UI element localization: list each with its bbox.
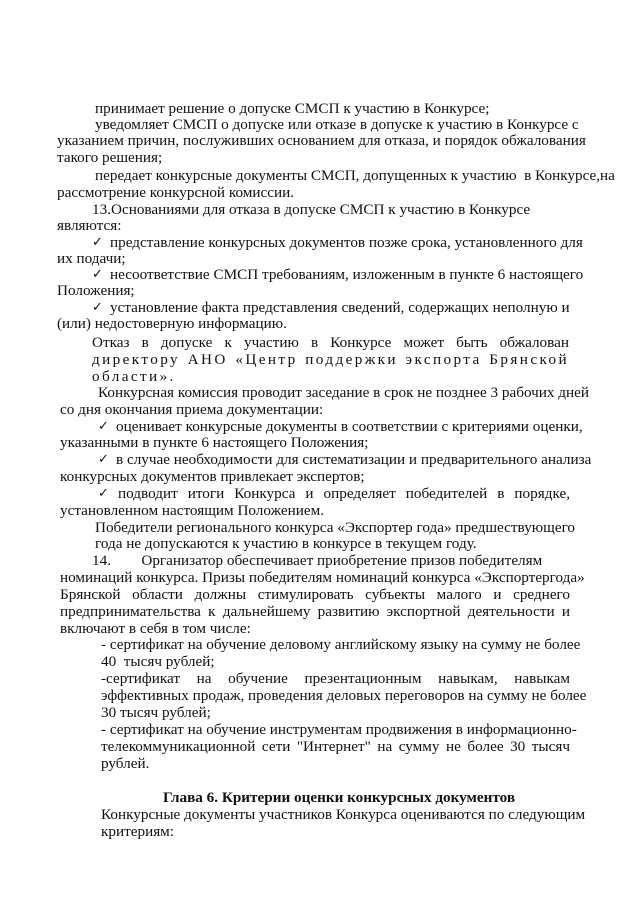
text-line: включают в себя в том числе:	[60, 620, 251, 637]
text-line: (или) недостоверную информацию.	[57, 315, 287, 332]
text-line: Отказ в допуске к участию в Конкурсе может быть обжалован	[92, 334, 569, 351]
text-line: Положения;	[57, 282, 135, 299]
text-line: конкурсных документов привлекает экспертов;	[60, 468, 365, 485]
text-line: указанием причин, послуживших основанием для отказа, и порядок обжалования	[57, 132, 586, 149]
text-line: Конкурсные документы участников Конкурса оцениваются по следующим	[101, 806, 586, 823]
text-line: предпринимательства к дальнейшему развитию экспортной деятельности и	[60, 603, 570, 620]
text-line: 40 тысяч рублей;	[101, 653, 215, 670]
text-line: -сертификат на обучение презентационным навыкам, навыкам	[101, 670, 570, 687]
text-line: телекоммуникационной сети "Интернет" на сумму не более 30 тысяч	[101, 738, 570, 755]
text-line: критериям:	[101, 823, 175, 840]
text-line: Конкурсная комиссия проводит заседание в срок не позднее 3 рабочих дней	[98, 384, 590, 401]
text-line: 30 тысяч рублей;	[101, 704, 211, 721]
text-line: представление конкурсных документов позже срока, установленного для	[110, 234, 583, 251]
text-line: в случае необходимости для систематизации и предварительного анализа	[116, 451, 592, 468]
text-line: со дня окончания приема документации:	[60, 401, 324, 418]
text-line: принимает решение о допуске СМСП к участию в Конкурсе;	[95, 100, 490, 117]
checkmark-icon: ✓	[98, 486, 109, 501]
text-line: года не допускаются к участию в конкурсе в текущем году.	[95, 535, 477, 552]
text-line: уведомляет СМСП о допуске или отказе в допуске к участию в Конкурсе с	[95, 116, 579, 133]
text-line: установленном настоящим Положением.	[60, 502, 325, 519]
text-line: номинаций конкурса. Призы победителям номинаций конкурса «Экспортергода»	[60, 569, 585, 586]
text-line: рассмотрение конкурсной комиссии.	[57, 184, 295, 201]
checkmark-icon: ✓	[92, 300, 103, 315]
checkmark-icon: ✓	[92, 235, 103, 250]
text-line: установление факта представления сведений, содержащих неполную и	[110, 299, 570, 316]
text-line: Победители регионального конкурса «Экспортер года» предшествующего	[95, 519, 576, 536]
text-line: указанными в пункте 6 настоящего Положения;	[60, 434, 369, 451]
text-line: оценивает конкурсные документы в соответствии с критериями оценки,	[116, 418, 583, 435]
text-line: являются:	[57, 217, 122, 234]
text-line: директору АНО «Центр поддержки экспорта Брянской	[92, 351, 569, 368]
text-line: области».	[92, 368, 176, 385]
checkmark-icon: ✓	[98, 419, 109, 434]
text-line: эффективных продаж, проведения деловых переговоров на сумму не более	[101, 687, 587, 704]
text-line: их подачи;	[57, 250, 126, 267]
checkmark-icon: ✓	[98, 452, 109, 467]
text-line: 14. Организатор обеспечивает приобретение призов победителям	[92, 552, 543, 569]
text-line: подводит итоги Конкурса и определяет победителей в порядке,	[118, 485, 570, 502]
text-line: рублей.	[101, 755, 150, 772]
chapter-heading: Глава 6. Критерии оценки конкурсных документов	[163, 789, 516, 806]
checkmark-icon: ✓	[92, 267, 103, 282]
text-line: Брянской области должны стимулировать субъекты малого и среднего	[60, 586, 570, 603]
text-line: несоответствие СМСП требованиям, изложенным в пункте 6 настоящего	[110, 266, 584, 283]
text-line: - сертификат на обучение деловому английскому языку на сумму не более	[101, 636, 581, 653]
text-line: - сертификат на обучение инструментам продвижения в информационно-	[101, 721, 577, 738]
text-line: 13.Основаниями для отказа в допуске СМСП к участию в Конкурсе	[92, 201, 531, 218]
text-line: передает конкурсные документы СМСП, допущенных к участию в Конкурсе,на	[95, 167, 615, 184]
text-line: такого решения;	[57, 149, 163, 166]
